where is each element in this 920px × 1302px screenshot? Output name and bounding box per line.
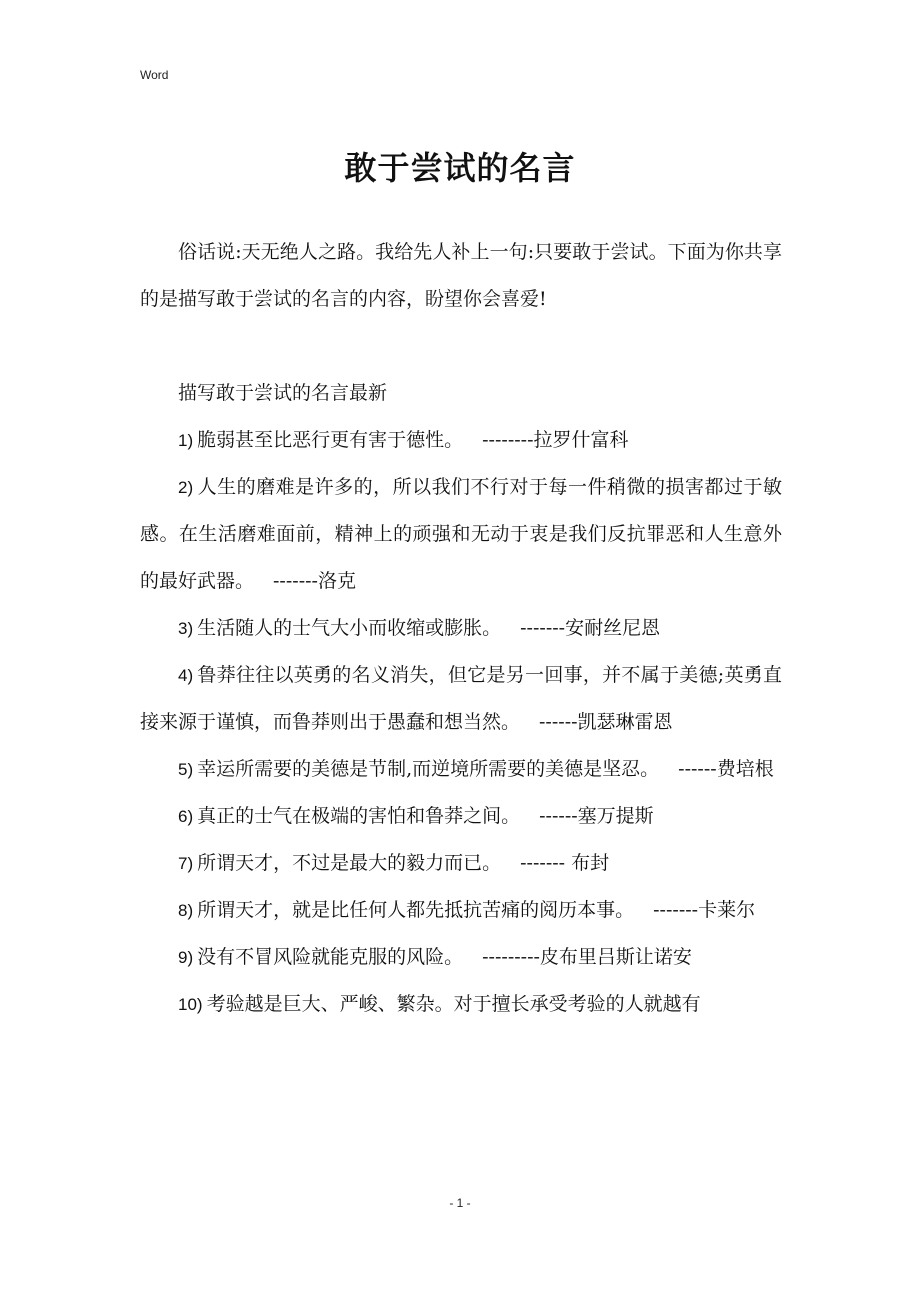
quote-text: 真正的士气在极端的害怕和鲁莽之间。: [197, 805, 521, 827]
quote-item: [140, 746, 782, 793]
quote-author: -------洛克: [273, 570, 356, 592]
quote-author: --------拉罗什富科: [482, 429, 629, 451]
page-number: - 1 -: [449, 1196, 471, 1210]
quote-item: [140, 417, 782, 464]
quote-author: ------凯瑟琳雷恩: [539, 711, 673, 733]
quote-list: [140, 417, 782, 1028]
quote-number: 10): [178, 995, 203, 1014]
quote-text: 生活随人的士气大小而收缩或膨胀。: [197, 617, 502, 639]
quote-number: 2): [178, 478, 194, 497]
quote-number: 6): [178, 807, 194, 826]
quote-author: -------卡莱尔: [653, 899, 756, 921]
document-body: [140, 229, 782, 1028]
quote-number: 8): [178, 901, 194, 920]
quote-item: [140, 605, 782, 652]
quote-text: 考验越是巨大、严峻、繁杂。对于擅长承受考验的人就越有: [206, 993, 701, 1015]
quote-author: ---------皮布里吕斯让诺安: [482, 946, 692, 968]
section-heading: 描写敢于尝试的名言最新: [178, 382, 388, 404]
quote-item: [140, 887, 782, 934]
quote-number: 1): [178, 431, 194, 450]
document-title: 敢于尝试的名言: [344, 149, 576, 187]
quote-item: [140, 464, 782, 605]
quote-text: 人生的磨难是许多的，所以我们不行对于每一件稍微的损害都过于敏感。在生活磨难面前，精神上的顽强和无动于衷是我们反抗罪恶和人生意外的最好武器。: [140, 476, 782, 592]
quote-text: 脆弱甚至比恶行更有害于德性。: [197, 429, 464, 451]
quote-author: -------安耐丝尼恩: [520, 617, 661, 639]
quote-item: [140, 981, 782, 1028]
quote-author: ------费培根: [678, 758, 774, 780]
quote-number: 9): [178, 948, 194, 967]
quote-item: [140, 840, 782, 887]
quote-text: 所谓天才，就是比任何人都先抵抗苦痛的阅历本事。: [197, 899, 635, 921]
quote-number: 3): [178, 619, 194, 638]
quote-item: [140, 793, 782, 840]
quote-number: 5): [178, 760, 194, 779]
quote-number: 7): [178, 854, 194, 873]
quote-item: [140, 652, 782, 746]
quote-author: ------- 布封: [520, 852, 610, 874]
quote-text: 没有不冒风险就能克服的风险。: [197, 946, 464, 968]
quote-text: 所谓天才，不过是最大的毅力而已。: [197, 852, 502, 874]
quote-number: 4): [178, 666, 194, 685]
quote-text: 幸运所需要的美德是节制,而逆境所需要的美德是坚忍。: [197, 758, 660, 780]
intro-paragraph: 俗话说:天无绝人之路。我给先人补上一句:只要敢于尝试。下面为你共享的是描写敢于尝试的名言的内容，盼望你会喜爱!: [140, 241, 782, 310]
quote-author: ------塞万提斯: [539, 805, 654, 827]
quote-text: 鲁莽往往以英勇的名义消失，但它是另一回事，并不属于美德;英勇直接来源于谨慎，而鲁莽则出于愚蠢和想当然。: [140, 664, 782, 733]
header-label: Word: [140, 68, 169, 82]
quote-item: [140, 934, 782, 981]
